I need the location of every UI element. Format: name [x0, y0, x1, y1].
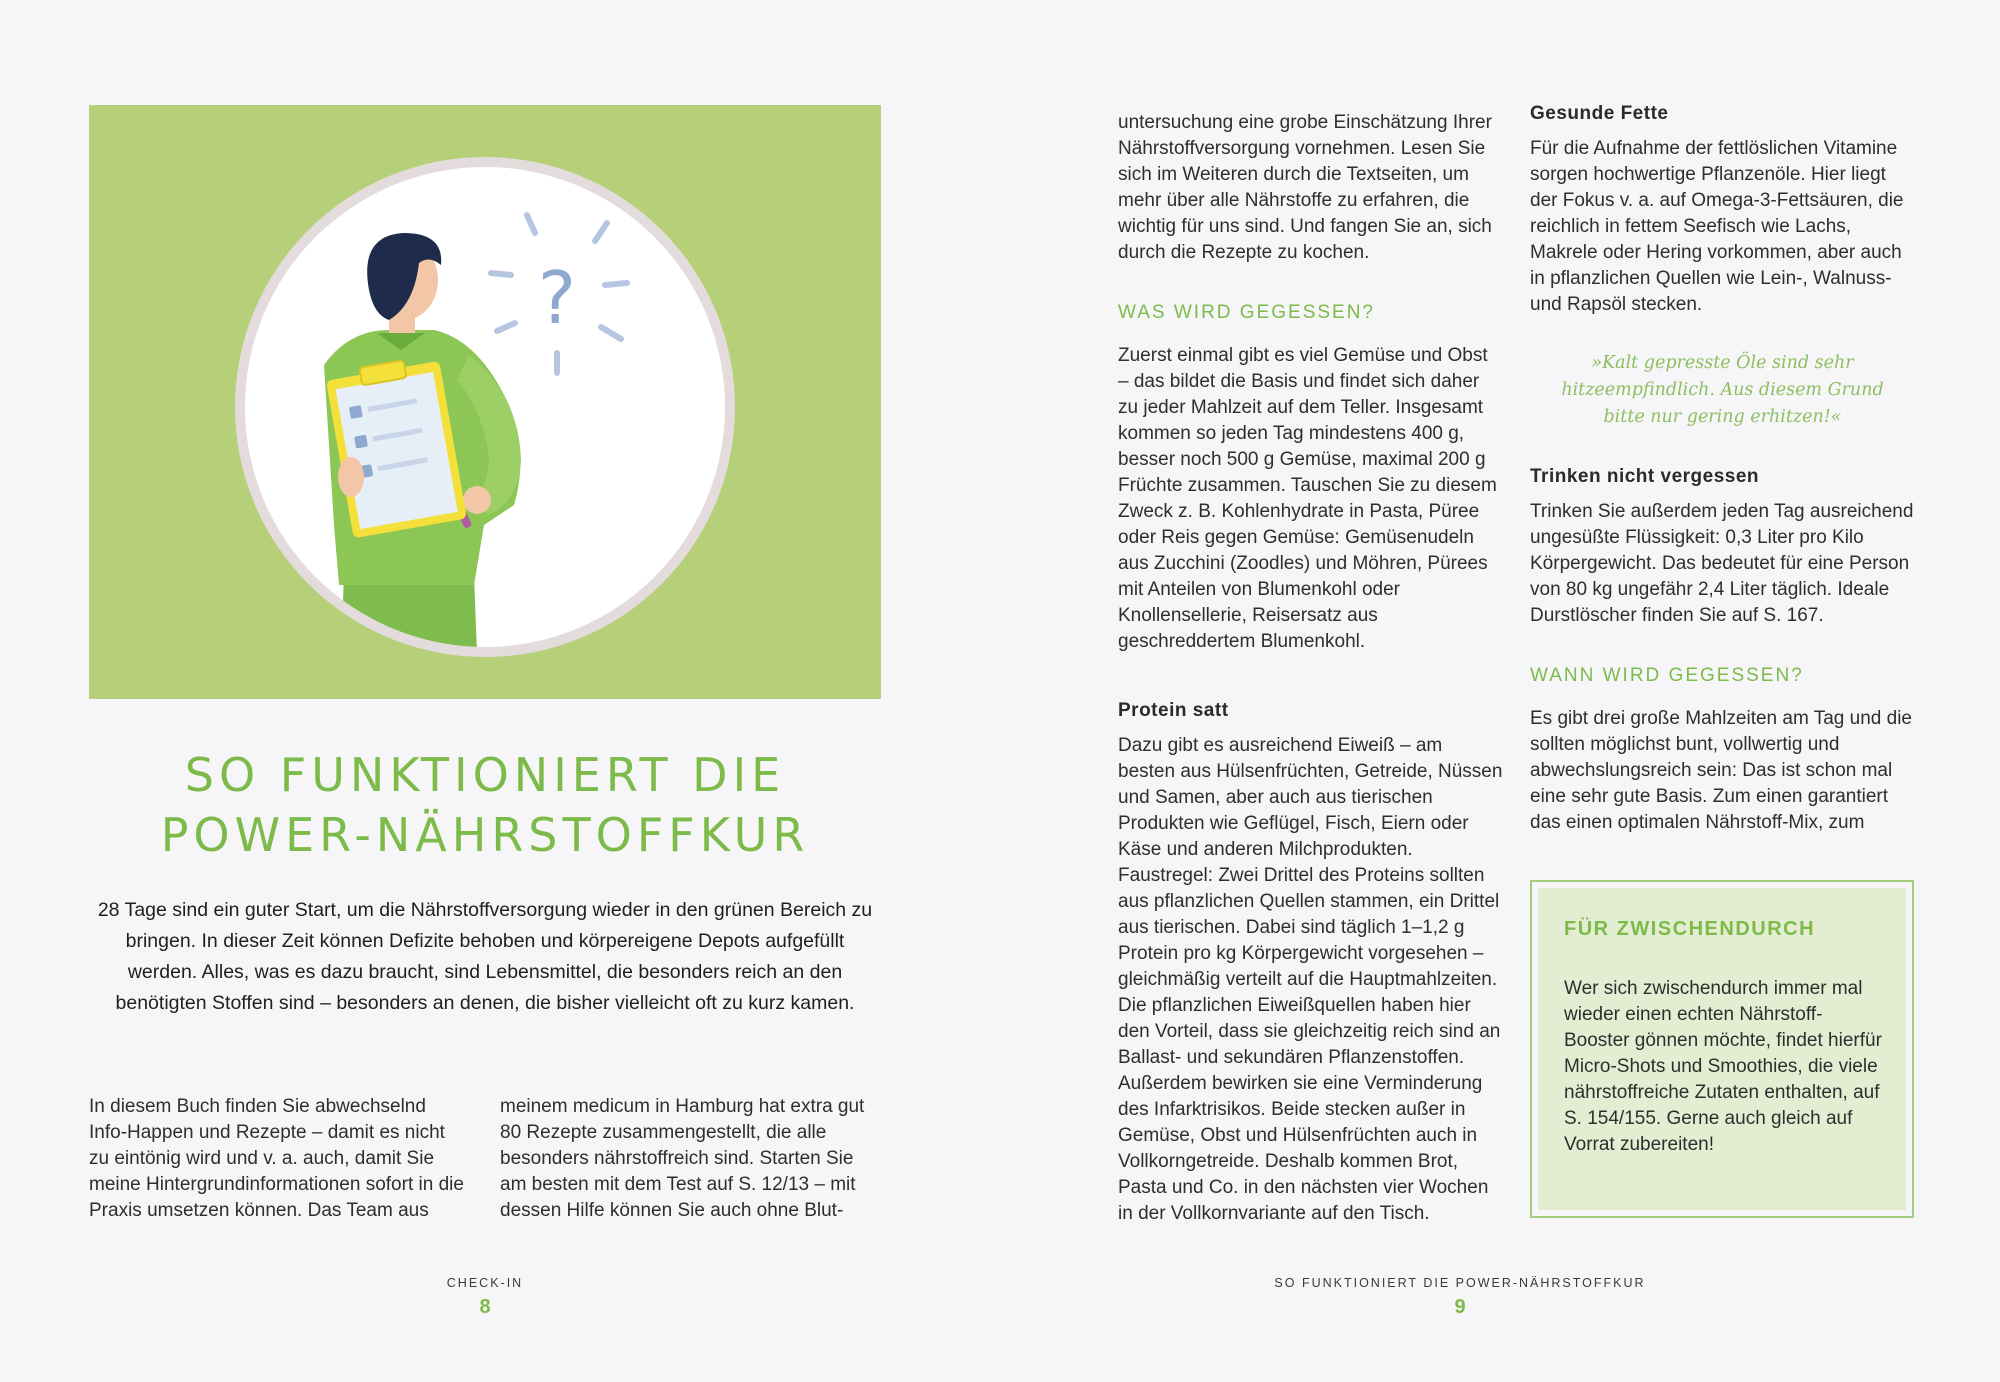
illustration-panel	[89, 105, 881, 699]
headline-line-2: POWER-NÄHRSTOFFKUR	[160, 808, 810, 862]
section-was-wird-gegessen-text: Zuerst einmal gibt es viel Gemüse und Obst – das bildet die Basis und findet sich daher zu jeder Mahlzeit auf dem Teller. Insgesamt kommen so jeden Tag mindestens 400 g, besser noch 500 g Gemüse, maximal 200 g Früchte zusammen. Tauschen Sie zu diesem Zweck z. B. Kohlenhydrate in Pasta, Püree oder Reis gegen Gemüse: Gemüsenudeln aus Zucchini (Zoodles) und Möhren, Pürees mit Anteilen von Blumenkohl oder Knollensellerie, Reisersatz aus geschreddertem Blumenkohl.	[1118, 345, 1497, 652]
info-box-inner	[1538, 888, 1906, 1210]
left-column-2-text: meinem medicum in Hamburg hat extra gut 80 Rezepte zusammengestellt, die alle besonders nährstoffreich sind. Starten Sie am besten mit dem Test auf S. 12/13 – mit dessen Hilfe können Sie auch ohne Blut-	[500, 1096, 865, 1221]
intro-paragraph: 28 Tage sind ein guter Start, um die Nährstoffversorgung wieder in den grünen Bereich zu bringen. In dieser Zeit können Defizite behoben und körpereigene Depots aufgefüllt werden. Alles, was es dazu braucht, sind Lebensmittel, die besonders reich an den benötigten Stoffen sind – besonders an denen, die bisher vielleicht oft zu kurz kamen.	[97, 899, 873, 1014]
right-column-1-intro: untersuchung eine grobe Einschätzung Ihrer Nährstoffversorgung vornehmen. Lesen Sie sich im Weiteren durch die Textseiten, um mehr über alle Nährstoffe zu erfahren, die wichtig für uns sind. Und fangen Sie an, sich durch die Rezepte zu kochen.	[1118, 112, 1492, 263]
info-box-title: FÜR ZWISCHENDURCH	[1564, 918, 1816, 940]
section-title-wann-wird-gegessen: WANN WIRD GEGESSEN?	[1530, 665, 1804, 686]
right-page	[1000, 0, 2000, 1382]
page-number-left: 8	[479, 1296, 491, 1318]
page-number-right: 9	[1454, 1296, 1466, 1318]
section-title-was-wird-gegessen: WAS WIRD GEGESSEN?	[1118, 302, 1375, 323]
section-wann-wird-gegessen-text: Es gibt drei große Mahlzeiten am Tag und die sollten möglichst bunt, vollwertig und abwechslungsreich sein: Das ist schon mal eine sehr gute Basis. Zum einen garantiert das einen optimalen Nährstoff-Mix, zum	[1530, 708, 1912, 833]
subhead-gesunde-fette: Gesunde Fette	[1530, 103, 1669, 124]
subhead-trinken-nicht-vergessen: Trinken nicht vergessen	[1530, 466, 1760, 487]
headline-line-1: SO FUNKTIONIERT DIE	[184, 748, 786, 802]
person-with-clipboard-illustration	[89, 105, 881, 699]
info-box-fuer-zwischendurch	[1530, 880, 1914, 1218]
left-column-1-text: In diesem Buch finden Sie abwechselnd Info-Happen und Rezepte – damit es nicht zu eintönig wird und v. a. auch, damit Sie meine Hintergrundinformationen sofort in die Praxis umsetzen können. Das Team aus	[89, 1096, 464, 1221]
page-headline	[89, 745, 881, 865]
footer-chapter-label-right: SO FUNKTIONIERT DIE POWER-NÄHRSTOFFKUR	[1274, 1276, 1646, 1290]
protein-text: Dazu gibt es ausreichend Eiweiß – am besten aus Hülsenfrüchten, Getreide, Nüssen und Samen, aber auch aus tierischen Produkten wie Geflügel, Fisch, Eiern oder Käse und anderen Milchprodukten. Faustregel: Zwei Drittel des Proteins sollten aus pflanzlichen Quellen stammen, ein Drittel aus tierischen. Dabei sind täglich 1–1,2 g Protein pro kg Körpergewicht vorgesehen – gleichmäßig verteilt auf die Hauptmahlzeiten. Die pflanzlichen Eiweißquellen haben hier den Vorteil, dass sie gleichzeitig reich sind an Ballast- und sekundären Pflanzenstoffen. Außerdem bewirken sie eine Verminderung des Infarktrisikos. Beide stecken außer in Gemüse, Obst und Hülsenfrüchten auch in Vollkorngetreide. Deshalb kommen Brot, Pasta und Co. in den nächsten vier Wochen in der Vollkornvariante auf den Tisch.	[1118, 735, 1503, 1224]
footer-chapter-label: CHECK-IN	[446, 1276, 524, 1290]
subhead-protein-satt: Protein satt	[1118, 700, 1229, 721]
svg-text:?: ?	[537, 256, 577, 340]
info-box-text: Wer sich zwischendurch immer mal wieder einen echten Nährstoff-Booster gönnen möchte, findet hierfür Micro-Shots und Smoothies, die viele nährstoffreiche Zutaten enthalten, auf S. 154/155. Gerne auch gleich auf Vorrat zubereiten!	[1564, 978, 1882, 1155]
trinken-text: Trinken Sie außerdem jeden Tag ausreichend ungesüßte Flüssigkeit: 0,3 Liter pro Kilo Körpergewicht. Das bedeutet für eine Person von 80 kg ungefähr 2,4 Liter täglich. Ideale Durstlöscher finden Sie auf S. 167.	[1530, 501, 1914, 626]
pull-quote: »Kalt gepresste Öle sind sehr hitzeempfindlich. Aus diesem Grund bitte nur gering erhitzen!«	[1561, 353, 1884, 427]
gesunde-fette-text: Für die Aufnahme der fettlöslichen Vitamine sorgen hochwertige Pflanzenöle. Hier liegt der Fokus v. a. auf Omega-3-Fettsäuren, die reichlich in fettem Seefisch wie Lachs, Makrele oder Hering vorkommen, aber auch in pflanzlichen Quellen wie Lein-, Walnuss- und Rapsöl stecken.	[1530, 138, 1904, 315]
